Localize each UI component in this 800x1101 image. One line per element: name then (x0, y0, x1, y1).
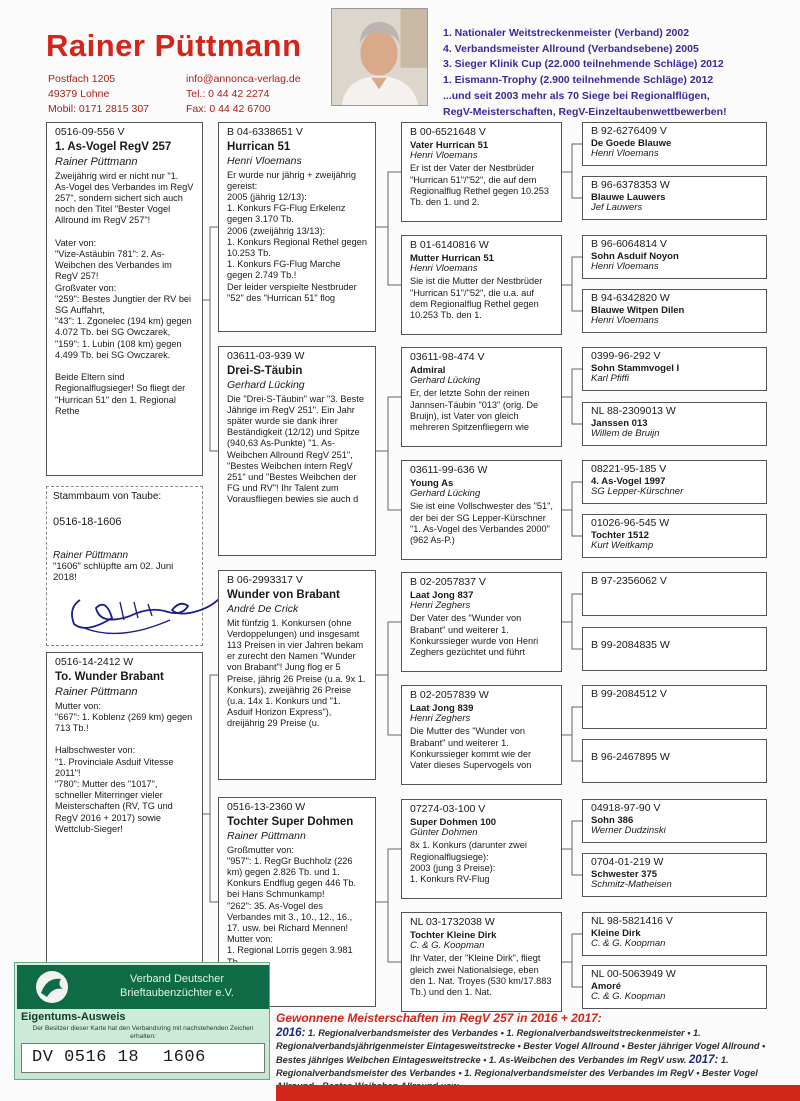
address-line: Postfach 1205 (48, 73, 116, 85)
ring-number: B 02-2057839 W (410, 689, 489, 701)
ring-number: B 92-6276409 V (591, 125, 667, 137)
ring-number: 03611-98-474 V (410, 351, 485, 363)
gen4-box (582, 122, 767, 166)
pigeon-description: Zweijährig wird er nicht nur "1. As-Vogel des Verbandes im RegV 257", sondern sichert sich auch noch den Titel "Bester Vogel Allround im RegV 257"! Vater von: "Vize-Astäubin 781": 2. As-Weibchen des Verbandes im RegV 257! Großvater von: "259": Bestes Jungtier der RV bei SG Auffahrt, "43": 1. Zgonelec (194 km) gegen 4.072 Tb. bei SG Owczarek, "159": 1. Lubin (108 km) gegen 4.499 Tb. bei SG Owczarek. Beide Eltern sind Regionalflugsieger! So fliegt der "Hurrican 51" den 1. Regional Rethe (55, 170, 194, 416)
pigeon-name: Tochter 1512 (591, 530, 649, 542)
pigeon-description: Die "Drei-S-Täubin" war "3. Beste Jährige im RegV 251". Ein Jahr später wurde sie dank ihrer Beständigkeit (12/12) und Spitze (940,63 As-Punkte) "1. As-Weibchen Allround RegV 251", "Bestes Weibchen intern RegV 251" und "Bestes Weibchen der FG und RV"! Ihr Talent zum Vorausfliegen bewies sie auch d (227, 393, 364, 505)
pigeon-description: Sie ist eine Vollschwester des "51", der bei der SG Lepper-Kürschner "1. As-Vogel des Verbandes 2000" (962 As-P.) (410, 501, 553, 546)
gen3-box (401, 235, 562, 335)
ring-number: 0516-09-556 V (55, 126, 125, 138)
ring-suffix: 1606 (163, 1048, 206, 1067)
ring-number: 0516-14-2412 W (55, 656, 134, 668)
pigeon-name: Super Dohmen 100 (410, 817, 497, 829)
pigeon-description: Sie ist die Mutter der Nestbrüder "Hurrican 51"/"52", die u.a. auf dem Regionalflug Rethel gegen 10.253 Tb. den 1. (410, 276, 543, 321)
breeder-label: Jef Lauwers (591, 202, 643, 214)
card-organization: Verband Deutscher Brieftaubenzüchter e.V. (85, 965, 269, 1009)
gen4-box (582, 460, 767, 504)
pigeon-description: Er wurde nur jährig + zweijährig gereist: 2005 (jährig 12/13): 1. Konkurs FG-Flug Erkelenz gegen 3.170 Tb. 2006 (zweijährig 13/13): 1. Konkurs Regional Rethel gegen 10.253 Tb. 1. Konkurs FG-Flug Marche gegen 2.749 Tb.! Der leider verspielte Nestbruder "52" des "Hurrican 51" flog (227, 169, 367, 303)
pigeon-name: Vater Hurrican 51 (410, 140, 489, 152)
pigeon-name: Amoré (591, 981, 622, 993)
gen3-box (401, 799, 562, 899)
gen3-box (401, 460, 562, 560)
footer-bar (276, 1085, 800, 1101)
ring-number: B 96-6064814 V (591, 238, 667, 250)
breeder-label: Henri Vloemans (227, 155, 302, 168)
contact-line: Fax: 0 44 42 6700 (186, 103, 271, 115)
breeder-label: Rainer Püttmann (55, 686, 138, 699)
ring-number: B 00-6521648 V (410, 126, 486, 138)
contact-line: Tel.: 0 44 42 2274 (186, 88, 270, 100)
ring-number: B 99-2084512 V (591, 688, 667, 700)
breeder-name: Rainer Püttmann (46, 28, 302, 63)
ring-number: NL 03-1732038 W (410, 916, 495, 928)
achievement-line: 3. Sieger Klinik Cup (22.000 teilnehmende Schläge) 2012 (443, 58, 724, 71)
ring-number: 0516-13-2360 W (227, 801, 306, 813)
pigeon-name: Drei-S-Täubin (227, 365, 303, 378)
breeder-label: Henri Vloemans (410, 263, 478, 275)
pigeon-description: Mit fünfzig 1. Konkursen (ohne Verdoppelungen) und insgesamt 113 Preisen in vier Jahren bekam er zurecht den Namen "Wunder von Brabant"! Jung flog er 5 Preise, jährig 26 Preise (u.a. 9x 1. Konkurs), zweijährig 26 Preise (u.a. 14x 1. Konkurs und "1. Asduif Horizon Express"), dreijährig 29 Preise (u. (227, 617, 366, 729)
breeder-label: Henri Vloemans (591, 261, 659, 273)
breeder-label: André De Crick (227, 603, 299, 616)
ring-number: NL 98-5821416 V (591, 915, 673, 927)
pigeon-description: Großmutter von: "957": 1. RegGr Buchholz (226 km) gegen 2.826 Tb. und 1. Konkurs Endflug gegen 446 Tb. bei Hans Schmunkamp! "262": 35. As-Vogel des Verbandes mit 3., 10., 12., 16., 17. usw. bei Richard Mennen! Mutter von: 1. Regional Lorris gegen 3.981 (227, 844, 357, 956)
contact-line: info@annonca-verlag.de (186, 73, 301, 85)
gen3-box (401, 572, 562, 672)
pigeon-description: Der Vater des "Wunder von Brabant" und weiterer 1. Konkurssieger wurde von Henri Zeghers gezüchtet und führt (410, 613, 539, 658)
pigeon-name: Kleine Dirk (591, 928, 641, 940)
pigeon-description: 8x 1. Konkurs (darunter zwei Regionalflugsiege): 2003 (jung 3 Preise): 1. Konkurs RV-Flug (410, 840, 527, 885)
ring-prefix: DV 0516 18 (32, 1048, 140, 1067)
gen4-box (582, 739, 767, 783)
achievement-line: ...und seit 2003 mehr als 70 Siege bei Regionalflügen, (443, 89, 710, 102)
ring-number: B 96-6378353 W (591, 179, 670, 191)
breeder-portrait (331, 8, 428, 106)
breeder-label: Günter Dohmen (410, 827, 478, 839)
achievement-line: RegV-Meisterschaften, RegV-Einzeltaubenwettbewerben! (443, 105, 727, 118)
ownership-card (14, 962, 270, 1080)
address-line: Mobil: 0171 2815 307 (48, 103, 149, 115)
pigeon-name: 4. As-Vogel 1997 (591, 476, 666, 488)
breeder-label: C. & G. Koopman (410, 940, 485, 952)
signature-name: Rainer Püttmann (53, 550, 129, 561)
pigeon-name: To. Wunder Brabant (55, 671, 164, 684)
gen4-box (582, 853, 767, 897)
ring-number: 03611-03-939 W (227, 350, 305, 362)
breeder-label: Kurt Weitkamp (591, 540, 654, 552)
breeder-label: Willem de Bruijn (591, 428, 660, 440)
pigeon-description: Mutter von: "667": 1. Koblenz (269 km) gegen 713 Tb.! Halbschwester von: "1. Provinciale Asduif Vitesse 2011"! "780": Mutter des "1017", schneller Miterringer vieler Meisterschaften (RV, TG und RegV 2016 + 2017) sowie Wettclub-Sieger! (55, 700, 193, 834)
ring-number: 0704-01-219 W (591, 856, 664, 868)
breeder-label: C. & G. Koopman (591, 991, 666, 1003)
achievement-line: 4. Verbandsmeister Allround (Verbandsebene) 2005 (443, 42, 699, 55)
gen4-box (582, 235, 767, 279)
breeder-label: Rainer Püttmann (227, 830, 306, 843)
gen3-box (401, 685, 562, 785)
breeder-label: Rainer Püttmann (55, 156, 138, 169)
championship-text: 1. Regionalverbandsmeister des Verbandes • 1. Regionalverbandsmeister des Verbandes im RegV • Bester Vogel (276, 1054, 758, 1078)
address-line: 49379 Lohne (48, 88, 110, 100)
ring-number: NL 00-5063949 W (591, 968, 676, 980)
achievement-line: 1. Nationaler Weitstreckenmeister (Verband) 2002 (443, 27, 690, 39)
gen3-box (401, 347, 562, 447)
breeder-label: Gerhard Lücking (410, 375, 481, 387)
pigeon-name: Blauwe Lauwers (591, 192, 666, 204)
ring-number: 03611-99-636 W (410, 464, 488, 476)
breeder-label: Gerhard Lücking (227, 379, 305, 392)
breeder-label: Gerhard Lücking (410, 488, 481, 500)
gen2-box (218, 570, 376, 780)
pigeon-description: Die Mutter des "Wunder von Brabant" und weiterer 1. Konkurssieger kommt wie der Vater dieses Supervogels von (410, 726, 532, 771)
championships-block (276, 1012, 776, 1093)
breeder-label: C. & G. Koopman (591, 938, 666, 950)
pigeon-name: Sohn Asduif Noyon (591, 251, 679, 263)
achievements-list (443, 26, 727, 120)
ring-number: 08221-95-185 V (591, 463, 667, 475)
card-title: Eigentums-Ausweis (21, 1011, 126, 1023)
gen4-box (582, 402, 767, 446)
breeder-label: Werner Dudzinski (591, 825, 666, 837)
gen4-box (582, 799, 767, 843)
gen4-box (582, 912, 767, 956)
pigeon-name: 1. As-Vogel RegV 257 (55, 141, 172, 154)
gen3-box (401, 912, 562, 1012)
championship-text: 1. Regionalverbandsmeister des Verbandes • 1. Regionalverbandsweitstreckenmeister • 1. Regionalverbandsjährigenmeister Eintagesweitstrecke • Bester Vogel Allround • Bester jähriger Vogel Allround • Bestes jähriges Weibchen Eintagesweitstrecke • 1. As-Weibchen des Verbandes im RegV usw. (276, 1028, 766, 1065)
ring-number: B 99-2084835 W (591, 639, 670, 651)
card-ring-number (21, 1043, 265, 1073)
pigeon-description: Er ist der Vater der Nestbrüder "Hurrican 51"/"52", die auf dem Regionalflug Rethel gegen 10.253 Tb. den 1. und 2. (410, 163, 549, 208)
gen4-box (582, 572, 767, 616)
pigeon-description: Ihr Vater, der "Kleine Dirk", fliegt gleich zwei Nationalsiege, eben den 1. Nat. Troyes (530 km/17.883 Tb.) und den 1. Nat. (410, 953, 552, 998)
pigeon-name: Janssen 013 (591, 418, 648, 430)
pigeon-description: Er, der letzte Sohn der reinen Jannsen-Täubin "013" (orig. De Bruijn), ist Vater von gleich mehreren Spitzenfliegern wie (410, 388, 539, 433)
postal-address (48, 72, 149, 117)
gen4-box (582, 176, 767, 220)
pigeon-name: Tochter Super Dohmen (227, 816, 354, 829)
card-note: Der Besitzer dieser Karte hat den Verbandsring mit nachstehenden Zeichen erhalten: (32, 1025, 254, 1040)
ring-number: 01026-96-545 W (591, 517, 670, 529)
breeder-label: SG Lepper-Kürschner (591, 486, 684, 498)
hatch-note: "1606" schlüpfte am 02. Juni 2018! (53, 561, 174, 583)
breeder-label: Henri Zeghers (410, 600, 471, 612)
pigeon-name: Laat Jong 837 (410, 590, 474, 602)
pigeon-name: Laat Jong 839 (410, 703, 474, 715)
gen4-box (582, 514, 767, 558)
achievement-line: 1. Eismann-Trophy (2.900 teilnehmende Schläge) 2012 (443, 74, 714, 87)
ring-number: B 02-2057837 V (410, 576, 486, 588)
ring-number: B 01-6140816 W (410, 239, 489, 251)
pigeon-name: De Goede Blauwe (591, 138, 672, 150)
gen4-box (582, 347, 767, 391)
ring-number: B 97-2356062 V (591, 575, 667, 587)
ring-number: NL 88-2309013 W (591, 405, 676, 417)
ring-number: B 94-6342820 W (591, 292, 670, 304)
gen4-box (582, 627, 767, 671)
gen2-box (218, 346, 376, 556)
breeder-label: Henri Vloemans (591, 148, 659, 160)
pigeon-name: Young As (410, 478, 454, 490)
subject-mother-box (46, 652, 203, 976)
year-label: 2017: (688, 1053, 719, 1066)
gen4-box (582, 965, 767, 1009)
pigeon-name: Wunder von Brabant (227, 589, 340, 602)
pigeon-name: Sohn Stammvogel I (591, 363, 680, 375)
breeder-label: Henri Vloemans (410, 150, 478, 162)
pigeon-name: Mutter Hurrican 51 (410, 253, 494, 265)
pigeon-name: Admiral (410, 365, 446, 377)
pigeon-name: Schwester 375 (591, 869, 658, 881)
ring-number: 07274-03-100 V (410, 803, 486, 815)
pigeon-name: Blauwe Witpen Dilen (591, 305, 685, 317)
ring-number: B 96-2467895 W (591, 751, 670, 763)
stammbaum-label: Stammbaum von Taube: (53, 491, 162, 502)
gen4-box (582, 289, 767, 333)
pigeon-name: Tochter Kleine Dirk (410, 930, 497, 942)
ring-number: 0399-96-292 V (591, 350, 661, 362)
pigeon-logo-icon (17, 965, 87, 1009)
breeder-label: Schmitz-Matheisen (591, 879, 672, 891)
pigeon-name: Sohn 386 (591, 815, 634, 827)
contact-info (186, 72, 301, 117)
gen4-box (582, 685, 767, 729)
stammbaum-ring: 0516-18-1606 (53, 516, 122, 528)
ring-number: B 04-6338651 V (227, 126, 303, 138)
breeder-label: Karl Pfiffi (591, 373, 630, 385)
breeder-label: Henri Zeghers (410, 713, 471, 725)
championships-title: Gewonnene Meisterschaften im RegV 257 in 2016 + 2017: (276, 1011, 602, 1025)
gen3-box (401, 122, 562, 222)
breeder-label: Henri Vloemans (591, 315, 659, 327)
subject-father-box (46, 122, 203, 476)
pigeon-name: Hurrican 51 (227, 141, 291, 154)
year-label: 2016: (276, 1027, 306, 1040)
gen2-box (218, 122, 376, 332)
ring-number: 04918-97-90 V (591, 802, 661, 814)
ring-number: B 06-2993317 V (227, 574, 303, 586)
